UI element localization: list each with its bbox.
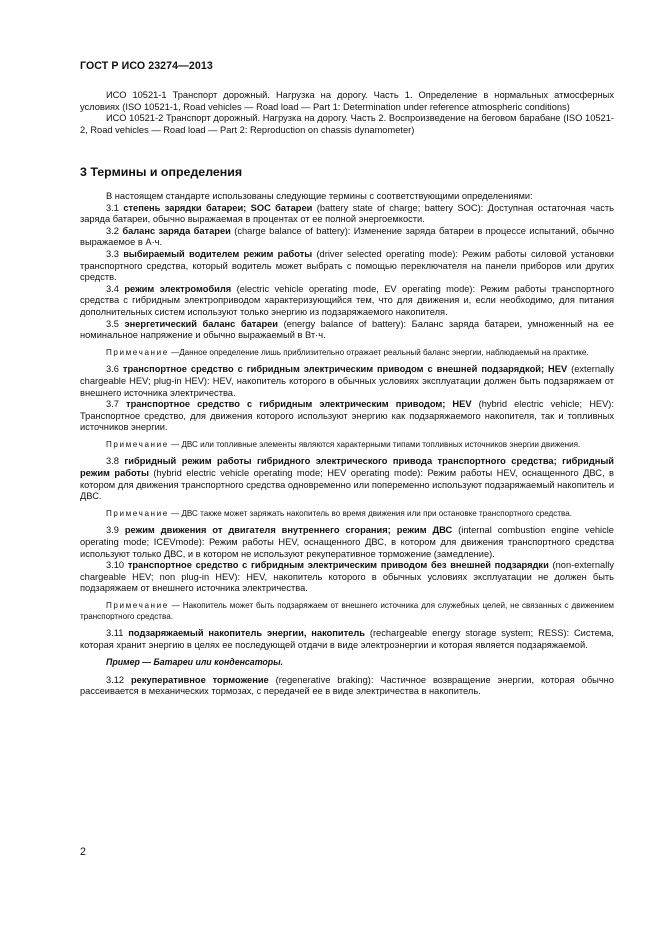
reference-iso-10521-2: ИСО 10521-2 Транспорт дорожный. Нагрузка на дорогу. Часть 2. Воспроизведение на беговом барабане (ISO 10521-2, Road vehicles — Road load — Part 2: Reproduction on chassis dynamometer): [80, 113, 614, 135]
section-intro: В настоящем стандарте использованы следующие термины с соответствующими определениями:: [106, 191, 533, 201]
page-number: 2: [80, 846, 86, 858]
note-3-8: Примечание — ДВС также может заряжать накопитель во время движения или при остановке транспортного средства.: [106, 508, 572, 518]
note-3-10: Примечание — Накопитель может быть подзаряжаем от внешнего источника для служебных целей, не связанных с движением транспортного средства.: [80, 601, 614, 621]
reference-iso-10521-1: ИСО 10521-1 Транспорт дорожный. Нагрузка на дорогу. Часть 1. Определение в нормальных атмосферных условиях (ISO 10521-1, Road vehicles — Road load — Part 1: Determination under reference atmospheric conditions): [80, 90, 614, 112]
section-title: 3 Термины и определения: [80, 165, 243, 179]
term-3-5: 3.5 энергетический баланс батареи (energy balance of battery): Баланс заряда батареи, умноженный на ее номинальное напряжение и обычно выражаемый в Вт·ч.: [80, 318, 614, 341]
example-3-11: Пример — Батареи или конденсаторы.: [106, 657, 284, 668]
term-3-6: 3.6 транспортное средство с гибридным электрическим приводом с внешней подзарядкой; HEV (externally chargeable HEV; plug-in HEV): HEV, накопитель которого в обычных условиях эксплуатации должен быть подзаряжаем от внешнего источника электричества.: [80, 364, 614, 398]
term-3-9: 3.9 режим движения от двигателя внутреннего сгорания; режим ДВС (internal combustion engine vehicle operating mode; ICEVmode): Режим работы HEV, оснащенного ДВС, в котором для движения транспортного средства используют только ДВС, и в котором не используют рекуперативное торможение (замедление).: [80, 525, 614, 559]
term-3-4: 3.4 режим электромобиля (electric vehicle operating mode, EV operating mode): Режим работы транспортного средства с гибридным электроприводом характеризующийся тем, что для движения и, если необходимо, для питания дополнительных систем используют только энергию из подзаряжаемого накопителя.: [80, 283, 615, 317]
definitions-block: [80, 191, 614, 698]
references-block: [80, 90, 614, 136]
note-3-7: Примечание — ДВС или топливные элементы являются характерными типами топливных источников энергии движения.: [106, 439, 581, 449]
term-3-2: 3.2 баланс заряда батареи (charge balance of battery): Изменение заряда батареи в процессе испытаний, обычно выражаемое в А·ч.: [80, 225, 614, 248]
document-header: ГОСТ Р ИСО 23274—2013: [80, 60, 213, 72]
note-3-5: Примечание —Данное определение лишь приблизительно отражает реальный баланс энергии, наблюдаемый на практике.: [106, 347, 589, 357]
term-3-1: 3.1 степень зарядки батареи; SOC батареи (battery state of charge; battery SOC): Доступная остаточная часть заряда батареи, обычно выражаемая в процентах от ее полной энергоемкости.: [80, 202, 614, 225]
term-3-8: 3.8 гибридный режим работы гибридного электрического привода транспортного средства; гибридный режим работы (hybrid electric vehicle operating mode; HEV operating mode): Режим работы HEV, оснащенного ДВС, в котором для движения транспортного средства одновременно или попеременно используют подзаряжаемый накопитель и ДВС.: [80, 456, 615, 502]
term-3-11: 3.11 подзаряжаемый накопитель энергии, накопитель (rechargeable energy storage system; RESS): Система, которая хранит энергию в целях ее последующей отдачи в виде электроэнергии и которая является подзаряжаемой.: [80, 628, 614, 650]
term-3-7: 3.7 транспортное средство с гибридным электрическим приводом; HEV (hybrid electric vehicle; HEV): Транспортное средство, для движения которого используют энергию как подзаряжаемого накопителя, так и топливных источников энергии.: [80, 399, 614, 433]
term-3-3: 3.3 выбираемый водителем режим работы (driver selected operating mode): Режим работы силовой установки транспортного средства, который водитель может выбрать с помощью переключателя на панели приборов или других средств.: [80, 248, 614, 283]
term-3-10: 3.10 транспортное средство с гибридным электрическим приводом без внешней подзарядки (non-externally chargeable HEV; non plug-in HEV): HEV, накопитель которого в обычных условиях эксплуатации не должен быть подзаряжаем от внешнего источника электричества.: [80, 560, 614, 594]
term-3-12: 3.12 рекуперативное торможение (regenerative braking): Частичное возвращение энергии, которая обычно рассеивается в механических тормозах, с передачей ее в виде электричества в накопитель.: [80, 674, 614, 697]
